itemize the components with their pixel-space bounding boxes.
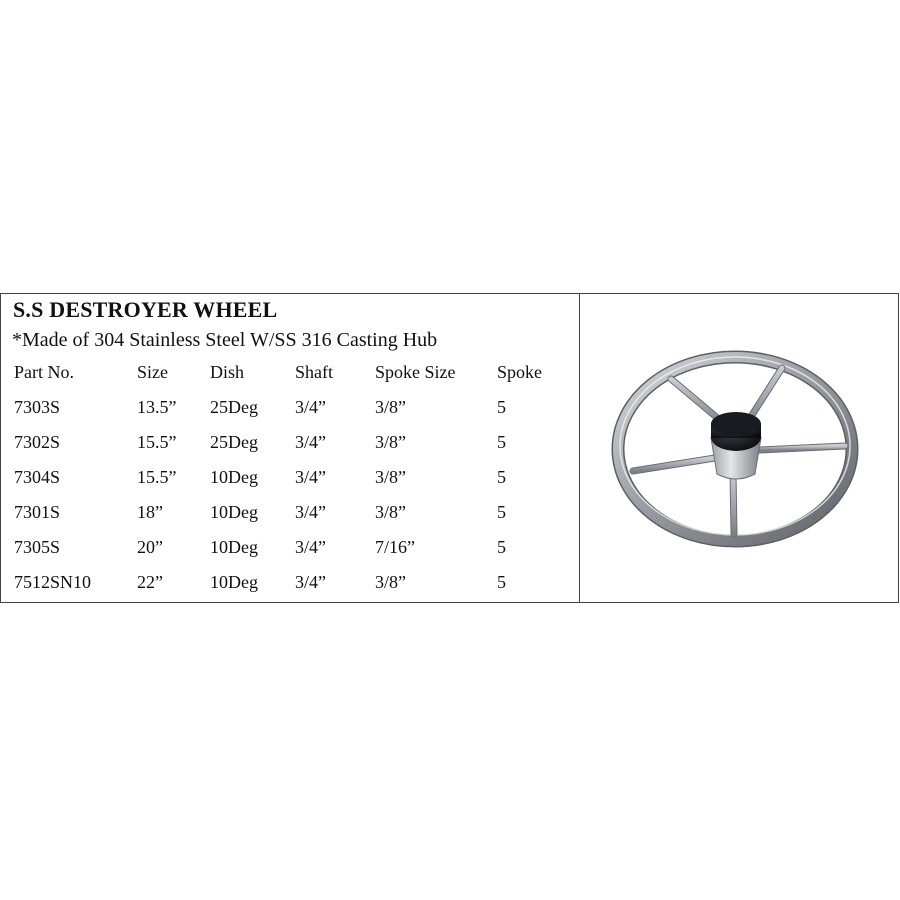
header-shaft: Shaft: [295, 362, 333, 382]
cell-spoke: 5: [497, 432, 506, 452]
header-spoke: Spoke: [497, 362, 542, 382]
cell-shaft: 3/4”: [295, 467, 326, 487]
cell-dish: 10Deg: [210, 572, 258, 592]
cell-part-no: 7301S: [14, 502, 61, 522]
product-title: S.S DESTROYER WHEEL: [13, 297, 278, 322]
cell-spoke: 5: [497, 572, 506, 592]
cell-size: 22”: [137, 572, 163, 592]
cell-spoke-size: 3/8”: [375, 572, 406, 592]
table-row: [14, 397, 557, 432]
header-part-no: Part No.: [14, 362, 74, 382]
header-size: Size: [137, 362, 168, 382]
product-spec-sheet: [0, 293, 899, 603]
cell-shaft: 3/4”: [295, 572, 326, 592]
cell-size: 13.5”: [137, 397, 177, 417]
cell-spoke-size: 3/8”: [375, 502, 406, 522]
cell-dish: 25Deg: [210, 432, 258, 452]
spec-panel: [1, 294, 580, 602]
cell-shaft: 3/4”: [295, 502, 326, 522]
cell-dish: 10Deg: [210, 502, 258, 522]
cell-spoke: 5: [497, 397, 506, 417]
cell-spoke-size: 3/8”: [375, 397, 406, 417]
cell-dish: 25Deg: [210, 397, 258, 417]
cell-size: 15.5”: [137, 467, 177, 487]
cell-dish: 10Deg: [210, 467, 258, 487]
cell-spoke-size: 3/8”: [375, 432, 406, 452]
spec-table: [14, 362, 557, 607]
header-dish: Dish: [210, 362, 245, 382]
cell-size: 15.5”: [137, 432, 177, 452]
cell-shaft: 3/4”: [295, 397, 326, 417]
cell-spoke: 5: [497, 502, 506, 522]
cell-size: 20”: [137, 537, 163, 557]
cell-spoke-size: 3/8”: [375, 467, 406, 487]
table-header-row: [14, 362, 557, 397]
cell-part-no: 7304S: [14, 467, 61, 487]
cell-part-no: 7302S: [14, 432, 61, 452]
product-subtitle: *Made of 304 Stainless Steel W/SS 316 Casting Hub: [12, 329, 438, 351]
cell-size: 18”: [137, 502, 163, 522]
cell-spoke: 5: [497, 467, 506, 487]
cell-spoke-size: 7/16”: [375, 537, 415, 557]
product-image-panel: [581, 294, 898, 602]
cell-part-no: 7305S: [14, 537, 61, 557]
table-row: [14, 572, 557, 607]
header-spoke-size: Spoke Size: [375, 362, 456, 382]
cell-part-no: 7303S: [14, 397, 61, 417]
cell-dish: 10Deg: [210, 537, 258, 557]
table-row: [14, 432, 557, 467]
cell-shaft: 3/4”: [295, 537, 326, 557]
table-row: [14, 502, 557, 537]
table-row: [14, 467, 557, 502]
table-row: [14, 537, 557, 572]
cell-part-no: 7512SN10: [14, 572, 92, 592]
cell-spoke: 5: [497, 537, 506, 557]
steering-wheel-image: [609, 346, 863, 556]
cell-shaft: 3/4”: [295, 432, 326, 452]
